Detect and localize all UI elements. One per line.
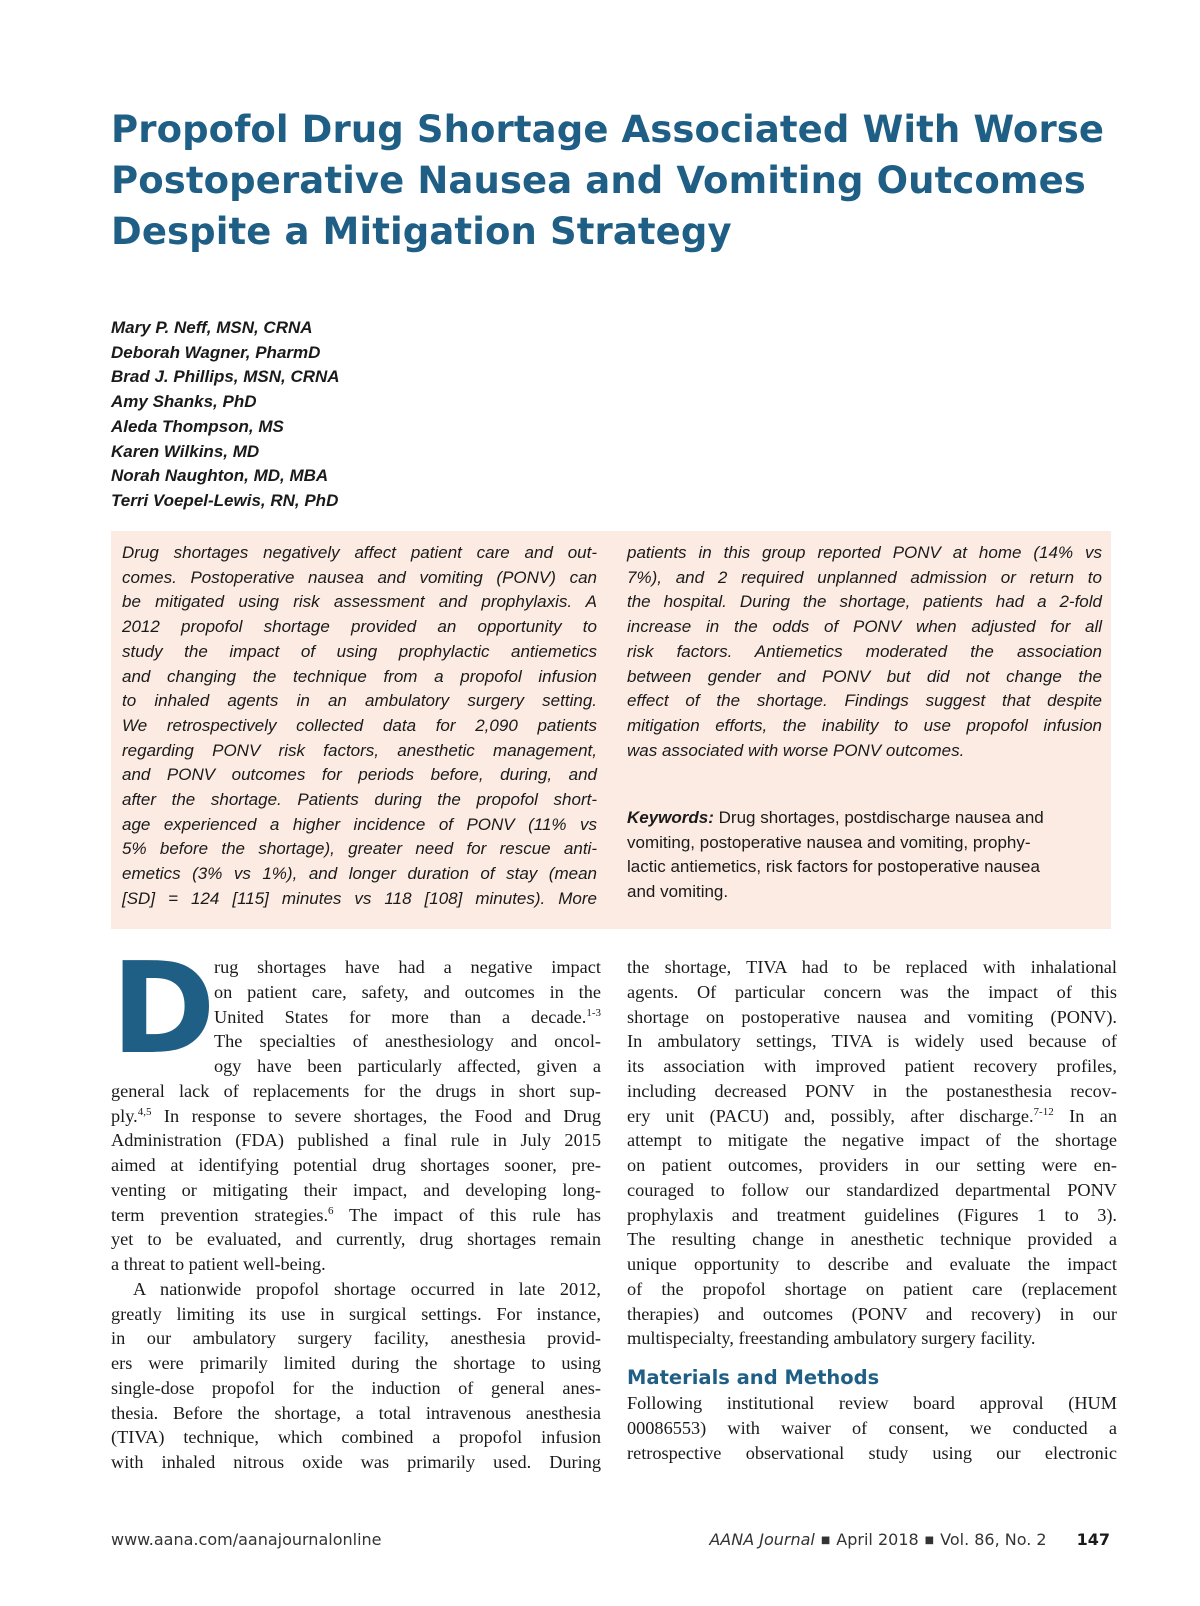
abstract-line: comes. Postoperative nausea and vomiting (PONV) can [122, 567, 597, 587]
body-line: The resulting change in anesthetic technique provided a [627, 1229, 1117, 1250]
abstract-line: 5% before the shortage), greater need for rescue anti- [122, 839, 597, 859]
keywords-text: vomiting, postoperative nausea and vomiting, prophy- [627, 832, 1031, 852]
abstract-line: regarding PONV risk factors, anesthetic management, [122, 740, 597, 760]
footer-citation [709, 1530, 1110, 1549]
abstract-line: patients in this group reported PONV at home (14% vs [627, 543, 1102, 562]
body-line: thesia. Before the shortage, a total intravenous anesthesia [111, 1402, 601, 1423]
abstract-line: was associated with worse PONV outcomes. [627, 740, 965, 760]
keywords [627, 806, 1102, 905]
body-left-column [111, 935, 601, 1475]
abstract-line: [SD] = 124 [115] minutes vs 118 [108] minutes). More [122, 888, 597, 908]
citation-ref: 1-3 [586, 1006, 601, 1019]
abstract-line: study the impact of using prophylactic antiemetics [122, 641, 597, 661]
body-line: attempt to mitigate the negative impact of the shortage [627, 1130, 1117, 1151]
abstract-line: between gender and PONV but did not change the [627, 666, 1102, 686]
body-line: yet to be evaluated, and currently, drug shortages remain [111, 1229, 601, 1250]
author: Terri Voepel-Lewis, RN, PhD [111, 490, 339, 510]
body-line: on patient care, safety, and outcomes in the [214, 981, 601, 1002]
body-line: Following institutional review board approval (HUM [627, 1393, 1117, 1413]
body-line: its association with improved patient recovery profiles, [627, 1056, 1117, 1076]
body-line: including decreased PONV in the postanesthesia recov- [627, 1080, 1117, 1101]
body-line: of the propofol shortage on patient care (replacement [627, 1278, 1117, 1299]
body-line: In ambulatory settings, TIVA is widely used because of [627, 1031, 1117, 1052]
title-line: Propofol Drug Shortage Associated With Worse [111, 108, 1105, 151]
author: Mary P. Neff, MSN, CRNA [111, 318, 313, 337]
abstract-line: and PONV outcomes for periods before, during, and [122, 765, 597, 785]
body-line: The specialties of anesthesiology and oncol- [214, 1031, 601, 1052]
title-line: Postoperative Nausea and Vomiting Outcomes [111, 159, 1086, 202]
body-line: (TIVA) technique, which combined a propofol infusion [111, 1427, 601, 1448]
author-list [111, 316, 340, 514]
body-line: term prevention strategies. [111, 1204, 329, 1225]
body-line: rug shortages have had a negative impact [214, 957, 601, 977]
body-line: therapies) and outcomes (PONV and recovery) in our [627, 1303, 1117, 1324]
abstract-line: emetics (3% vs 1%), and longer duration of stay (mean [122, 864, 597, 884]
body-line: ogy have been particularly affected, given a [214, 1056, 601, 1076]
drop-cap: D [111, 935, 216, 1082]
intro-paragraph-start [111, 935, 601, 1082]
body-line: unique opportunity to describe and evaluate the impact [627, 1254, 1117, 1274]
body-line: with inhaled nitrous oxide was primarily used. During [111, 1452, 601, 1472]
author: Norah Naughton, MD, MBA [111, 466, 329, 486]
abstract-right-column [627, 541, 1102, 763]
title-line: Despite a Mitigation Strategy [111, 210, 732, 253]
abstract-line: age experienced a higher incidence of PONV (11% vs [122, 814, 597, 834]
separator-icon: ■ [820, 1535, 831, 1546]
abstract-box [111, 531, 1111, 929]
keywords-text: Drug shortages, postdischarge nausea and [713, 808, 1044, 827]
keywords-text: lactic antiemetics, risk factors for postoperative nausea [627, 857, 1040, 877]
body-line: aimed at identifying potential drug shortages sooner, pre- [111, 1155, 601, 1175]
abstract-line: 7%), and 2 required unplanned admission or return to [627, 567, 1102, 587]
abstract-line: to inhaled agents in an ambulatory surgery setting. [122, 691, 597, 711]
body-line: ers were primarily limited during the shortage to using [111, 1353, 601, 1373]
body-line: ply. [111, 1105, 138, 1126]
body-line: multispecialty, freestanding ambulatory surgery facility. [627, 1328, 1036, 1349]
author: Deborah Wagner, PharmD [111, 342, 321, 362]
body-line: ery unit (PACU) and, possibly, after discharge. [627, 1105, 1034, 1126]
abstract-line: after the shortage. Patients during the propofol short- [122, 790, 597, 810]
journal-name: AANA Journal [709, 1530, 815, 1549]
abstract-line: effect of the shortage. Findings suggest that despite [627, 691, 1102, 711]
abstract-line: 2012 propofol shortage provided an opportunity to [122, 617, 597, 637]
body-line: agents. Of particular concern was the impact of this [627, 981, 1117, 1002]
abstract-line: risk factors. Antiemetics moderated the association [627, 641, 1102, 661]
body-line: In an [1053, 1105, 1118, 1126]
issue-date: April 2018 [836, 1530, 919, 1549]
body-line: 00086553) with waiver of consent, we conducted a [627, 1417, 1117, 1438]
section-heading-methods: Materials and Methods [627, 1366, 880, 1389]
body-line: shortage on postoperative nausea and vomiting (PONV). [627, 1006, 1117, 1027]
abstract-line: be mitigated using risk assessment and prophylaxis. A [122, 592, 597, 612]
body-line: the shortage, TIVA had to be replaced with inhalational [627, 957, 1117, 977]
body-line: a threat to patient well-being. [111, 1254, 326, 1274]
volume-issue: Vol. 86, No. 2 [940, 1530, 1047, 1549]
body-line: Administration (FDA) published a final rule in July 2015 [111, 1130, 601, 1151]
body-line: in our ambulatory surgery facility, anesthesia provid- [111, 1328, 601, 1349]
body-right-column [627, 955, 1117, 1465]
keywords-text: and vomiting. [627, 882, 729, 902]
keywords-label: Keywords: [627, 808, 714, 827]
abstract-left-column [122, 541, 597, 912]
body-line: single-dose propofol for the induction of general anes- [111, 1377, 601, 1398]
body-line: The impact of this rule has [333, 1204, 601, 1225]
body-line: general lack of replacements for the drugs in short sup- [111, 1080, 601, 1101]
article-title [111, 104, 1121, 257]
body-line: A nationwide propofol shortage occurred in late 2012, [133, 1278, 601, 1299]
citation-ref: 7-12 [1033, 1105, 1054, 1118]
abstract-line: and changing the technique from a propofol infusion [122, 666, 597, 686]
author: Karen Wilkins, MD [111, 441, 260, 461]
body-line: In response to severe shortages, the Food and Drug [151, 1105, 601, 1126]
footer-url[interactable]: www.aana.com/aanajournalonline [111, 1530, 382, 1549]
body-line: couraged to follow our standardized departmental PONV [627, 1179, 1117, 1200]
citation-ref: 6 [328, 1204, 334, 1217]
citation-ref: 4,5 [137, 1105, 152, 1118]
body-line: on patient outcomes, providers in our setting were en- [627, 1155, 1117, 1175]
abstract-line: Drug shortages negatively affect patient care and out- [122, 543, 597, 562]
body-line: venting or mitigating their impact, and developing long- [111, 1179, 601, 1200]
body-line: prophylaxis and treatment guidelines (Figures 1 to 3). [627, 1204, 1117, 1225]
page-number: 147 [1076, 1530, 1110, 1549]
body-line: greatly limiting its use in surgical settings. For instance, [111, 1303, 601, 1324]
separator-icon: ■ [924, 1535, 935, 1546]
body-line: United States for more than a decade. [214, 1006, 587, 1027]
author: Brad J. Phillips, MSN, CRNA [111, 367, 340, 387]
abstract-line: increase in the odds of PONV when adjusted for all [627, 617, 1102, 637]
abstract-line: We retrospectively collected data for 2,090 patients [122, 715, 597, 735]
abstract-line: mitigation efforts, the inability to use propofol infusion [627, 715, 1102, 735]
author: Amy Shanks, PhD [111, 392, 257, 412]
body-line: retrospective observational study using our electronic [627, 1442, 1117, 1463]
author: Aleda Thompson, MS [111, 416, 284, 436]
abstract-line: the hospital. During the shortage, patients had a 2-fold [627, 592, 1102, 612]
